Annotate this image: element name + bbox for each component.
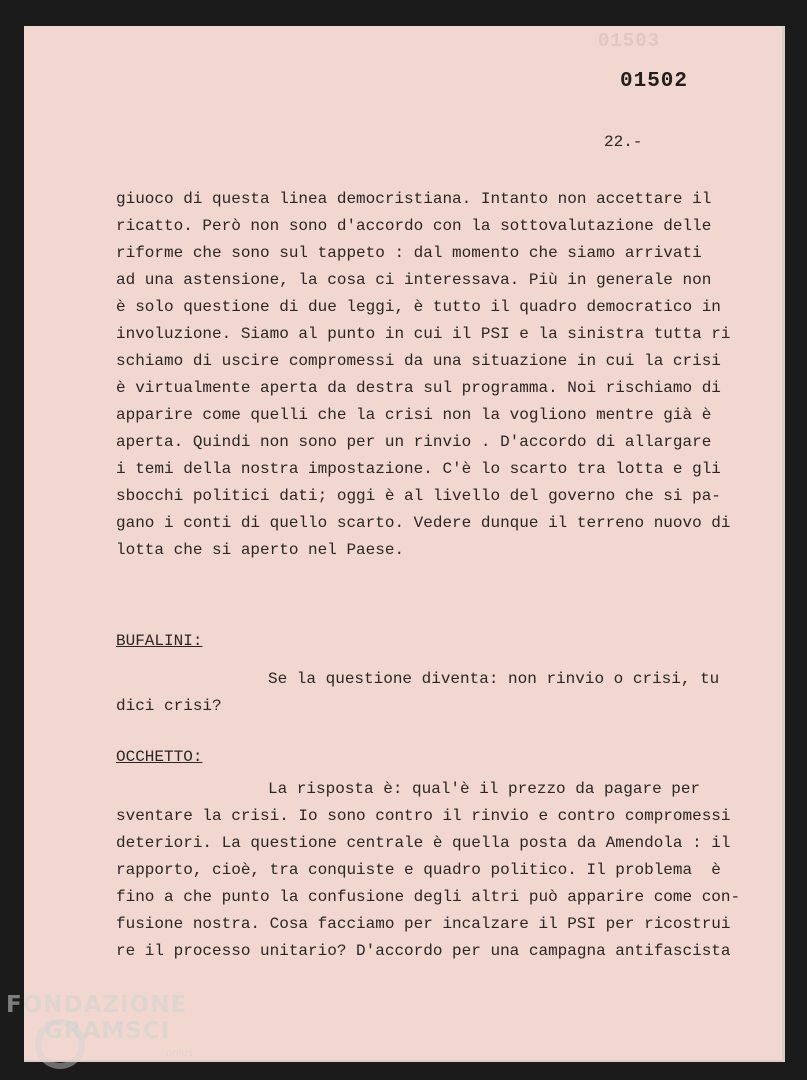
speaker-bufalini: BUFALINI: bbox=[116, 632, 203, 650]
document-number: 01502 bbox=[620, 70, 689, 93]
text-line: è solo questione di due leggi, è tutto il quadro democratico in bbox=[116, 298, 721, 316]
watermark-line-2: GRAMSCI bbox=[44, 1018, 171, 1044]
text-line: re il processo unitario? D'accordo per una campagna antifascista bbox=[116, 942, 731, 960]
text-line: giuoco di questa linea democristiana. Intanto non accettare il bbox=[116, 190, 712, 208]
text-line: aperta. Quindi non sono per un rinvio . D'accordo di allargare bbox=[116, 433, 712, 451]
paragraph-2 bbox=[116, 666, 756, 720]
text-line: sbocchi politici dati; oggi è al livello del governo che si pa- bbox=[116, 487, 721, 505]
text-line: i temi della nostra impostazione. C'è lo scarto tra lotta e gli bbox=[116, 460, 721, 478]
text-line: è virtualmente aperta da destra sul programma. Noi rischiamo di bbox=[116, 379, 721, 397]
text-line: sventare la crisi. Io sono contro il rinvio e contro compromessi bbox=[116, 807, 731, 825]
text-line: ad una astensione, la cosa ci interessava. Più in generale non bbox=[116, 271, 712, 289]
text-line: fusione nostra. Cosa facciamo per incalzare il PSI per ricostrui bbox=[116, 915, 731, 933]
bleed-through-number: 01503 bbox=[598, 30, 661, 52]
text-line: apparire come quelli che la crisi non la vogliono mentre già è bbox=[116, 406, 712, 424]
fondazione-gramsci-watermark bbox=[6, 992, 206, 1076]
text-line: lotta che si aperto nel Paese. bbox=[116, 541, 405, 559]
watermark-line-3: onlus bbox=[166, 1048, 193, 1059]
text-line: Se la questione diventa: non rinvio o crisi, tu bbox=[268, 670, 720, 688]
text-line: ricatto. Però non sono d'accordo con la sottovalutazione delle bbox=[116, 217, 712, 235]
text-line: La risposta è: qual'è il prezzo da pagare per bbox=[268, 780, 701, 798]
text-line: riforme che sono sul tappeto : dal momento che siamo arrivati bbox=[116, 244, 702, 262]
text-line: schiamo di uscire compromessi da una situazione in cui la crisi bbox=[116, 352, 721, 370]
text-line: dici crisi? bbox=[116, 697, 222, 715]
document-page bbox=[24, 26, 782, 1060]
paragraph-1 bbox=[116, 186, 756, 564]
page-number: 22.- bbox=[604, 133, 643, 151]
text-line: involuzione. Siamo al punto in cui il PSI e la sinistra tutta ri bbox=[116, 325, 731, 343]
text-line: deteriori. La questione centrale è quella posta da Amendola : il bbox=[116, 834, 731, 852]
speaker-occhetto: OCCHETTO: bbox=[116, 748, 203, 766]
paragraph-3 bbox=[116, 776, 756, 965]
text-line: rapporto, cioè, tra conquiste e quadro politico. Il problema è bbox=[116, 861, 721, 879]
text-line: gano i conti di quello scarto. Vedere dunque il terreno nuovo di bbox=[116, 514, 731, 532]
watermark-line-1: FONDAZIONE bbox=[6, 992, 188, 1018]
text-line: fino a che punto la confusione degli altri può apparire come con- bbox=[116, 888, 741, 906]
